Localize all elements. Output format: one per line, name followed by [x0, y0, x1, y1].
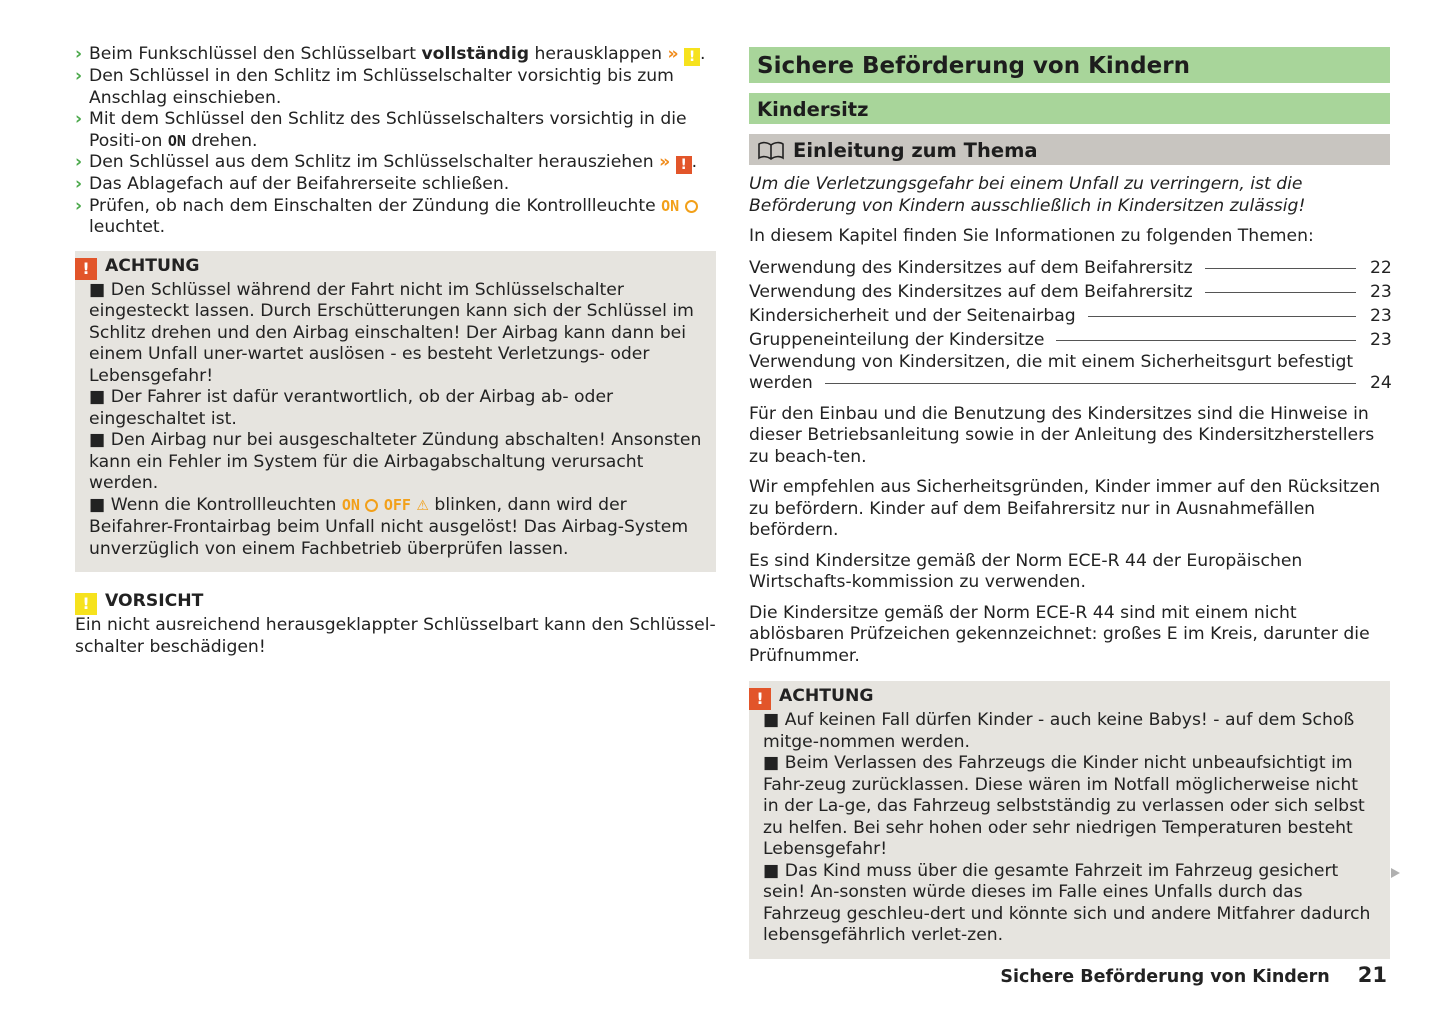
cross-reference-link[interactable]: » — [659, 152, 671, 172]
warning-item: ■ Auf keinen Fall dürfen Kinder - auch keine Babys! - auf dem Schoß mitge-nommen werden. — [763, 710, 1355, 752]
right-column — [749, 44, 1390, 959]
toc-entry[interactable]: Verwendung des Kindersitzes auf dem Beifahrersitz 22 — [749, 257, 1392, 278]
caution-text: Ein nicht ausreichend herausgeklappter Schlüsselbart kann den Schlüssel-schalter beschädigen! — [75, 615, 716, 657]
step-1: › Beim Funkschlüssel den Schlüsselbart vollständig herausklappen » ! . — [75, 44, 706, 65]
warning-box — [75, 251, 716, 573]
chapter-heading: Sichere Beförderung von Kindern — [749, 47, 1390, 83]
page-footer — [1000, 963, 1387, 987]
step-arrow-icon: › — [75, 109, 83, 129]
warning-item: ■ Den Airbag nur bei ausgeschalteter Zündung abschalten! Ansonsten kann ein Fehler im System für die Airbagabschaltung verursacht werden. — [89, 430, 702, 493]
on-position-label: ON — [167, 131, 186, 150]
caution-icon: ! — [684, 48, 700, 66]
book-icon — [757, 141, 785, 161]
page-number: 21 — [1357, 963, 1387, 987]
warning-icon: ! — [676, 156, 692, 174]
airbag-on-indicator: ON — [661, 196, 680, 215]
step-4: › Den Schlüssel aus dem Schlitz im Schlüsselschalter herausziehen » ! . — [75, 152, 698, 173]
step-arrow-icon: › — [75, 152, 83, 172]
warning-item: ■ Beim Verlassen des Fahrzeugs die Kinder nicht unbeaufsichtigt im Fahr-zeug zurücklassen. Diese wären im Notfall möglicherweise nicht in der La-ge, das Fahrzeug selbstständig zu verlassen oder sich selbst zu helfen. Bei sehr hohen oder sehr niedrigen Temperaturen besteht Lebensgefahr! — [763, 753, 1365, 859]
cross-reference-link[interactable]: » — [667, 44, 679, 64]
step-3: › Mit dem Schlüssel den Schlitz des Schlüsselschalters vorsichtig in die Positi-on ON drehen. — [75, 109, 687, 151]
step-arrow-icon: › — [75, 44, 83, 64]
intro-text: Um die Verletzungsgefahr bei einem Unfall zu verringern, ist die Beförderung von Kindern ausschließlich in Kindersitzen zulässig! — [749, 174, 1306, 216]
step-5: › Das Ablagefach auf der Beifahrerseite schließen. — [75, 174, 510, 194]
toc-intro: In diesem Kapitel finden Sie Informationen zu folgenden Themen: — [749, 226, 1314, 246]
caution-title: ! VORSICHT — [75, 590, 716, 615]
airbag-off-seat-icon: ⚠ — [416, 497, 429, 514]
warning-box — [749, 681, 1390, 959]
step-arrow-icon: › — [75, 66, 83, 86]
warning-item: ■ Den Schlüssel während der Fahrt nicht im Schlüsselschalter eingesteckt lassen. Durch Erschütterungen kann sich der Schlüssel im Schlitz drehen und den Airbag einschalten! Der Airbag kann dann bei einem Unfall uner-wartet auslösen - es besteht Verletzungs- oder Lebensgefahr! — [89, 279, 694, 386]
warning-item: ■ Das Kind muss über die gesamte Fahrzeit im Fahrzeug gesichert sein! An-sonsten würde dieses im Falle eines Unfalls durch das Fahrzeug geschleu-dert und könnte sich und andere Mitfahrer dadurch lebensgefährlich verlet-zen. — [763, 860, 1371, 945]
warning-item: ■ Der Fahrer ist dafür verantwortlich, ob der Airbag ab- oder eingeschaltet ist. — [89, 387, 614, 429]
footer-title: Sichere Beförderung von Kindern — [1000, 967, 1330, 987]
toc-entry[interactable]: Gruppeneinteilung der Kindersitze 23 — [749, 329, 1392, 350]
toc-entry[interactable]: Kindersicherheit und der Seitenairbag 23 — [749, 305, 1392, 326]
caution-icon: ! — [75, 593, 97, 615]
subsection-heading: Einleitung zum Thema — [749, 134, 1390, 165]
airbag-indicator-icon — [365, 499, 378, 512]
step-arrow-icon: › — [75, 174, 83, 194]
warning-item: ■ Wenn die Kontrollleuchten ON OFF ⚠ blinken, dann wird der Beifahrer-Frontairbag beim Unfall nicht ausgelöst! Das Airbag-System unverzüglich von einem Fachbetrieb überprüfen lassen. — [89, 494, 689, 559]
continue-arrow-icon — [1391, 868, 1400, 878]
toc-entry[interactable]: Verwendung von Kindersitzen, die mit einem Sicherheitsgurt befestigt werden 24 — [749, 351, 1392, 393]
step-arrow-icon: › — [75, 195, 83, 216]
warning-icon: ! — [75, 258, 97, 280]
airbag-off-indicator: OFF — [383, 495, 411, 514]
warning-title: ! ACHTUNG — [75, 255, 702, 280]
section-heading: Kindersitz — [749, 93, 1390, 124]
paragraph: Die Kindersitze gemäß der Norm ECE-R 44 sind mit einem nicht ablösbaren Prüfzeichen gekennzeichnet: großes E im Kreis, darunter die Prüfnummer. — [749, 602, 1370, 666]
table-of-contents — [749, 256, 1390, 395]
warning-icon: ! — [749, 688, 771, 710]
step-2: › Den Schlüssel in den Schlitz im Schlüsselschalter vorsichtig bis zum Anschlag einschieben. — [75, 66, 674, 108]
step-6: › Prüfen, ob nach dem Einschalten der Zündung die Kontrollleuchte ON leuchtet. — [75, 196, 716, 239]
paragraph: Für den Einbau und die Benutzung des Kindersitzes sind die Hinweise in dieser Betriebsanleitung sowie in der Anleitung des Kindersitzherstellers zu beach-ten. — [749, 403, 1375, 467]
warning-title: ! ACHTUNG — [749, 685, 1376, 710]
paragraph: Es sind Kindersitze gemäß der Norm ECE-R 44 der Europäischen Wirtschafts-kommission zu verwenden. — [749, 550, 1303, 592]
toc-entry[interactable]: Verwendung des Kindersitzes auf dem Beifahrersitz 23 — [749, 281, 1392, 302]
airbag-indicator-icon — [685, 200, 698, 213]
paragraph: Wir empfehlen aus Sicherheitsgründen, Kinder immer auf den Rücksitzen zu befördern. Kinder auf dem Beifahrersitz nur in Ausnahmefällen befördern. — [749, 477, 1381, 540]
caution-box — [75, 590, 716, 658]
airbag-on-indicator: ON — [341, 495, 360, 514]
left-column — [75, 44, 716, 658]
